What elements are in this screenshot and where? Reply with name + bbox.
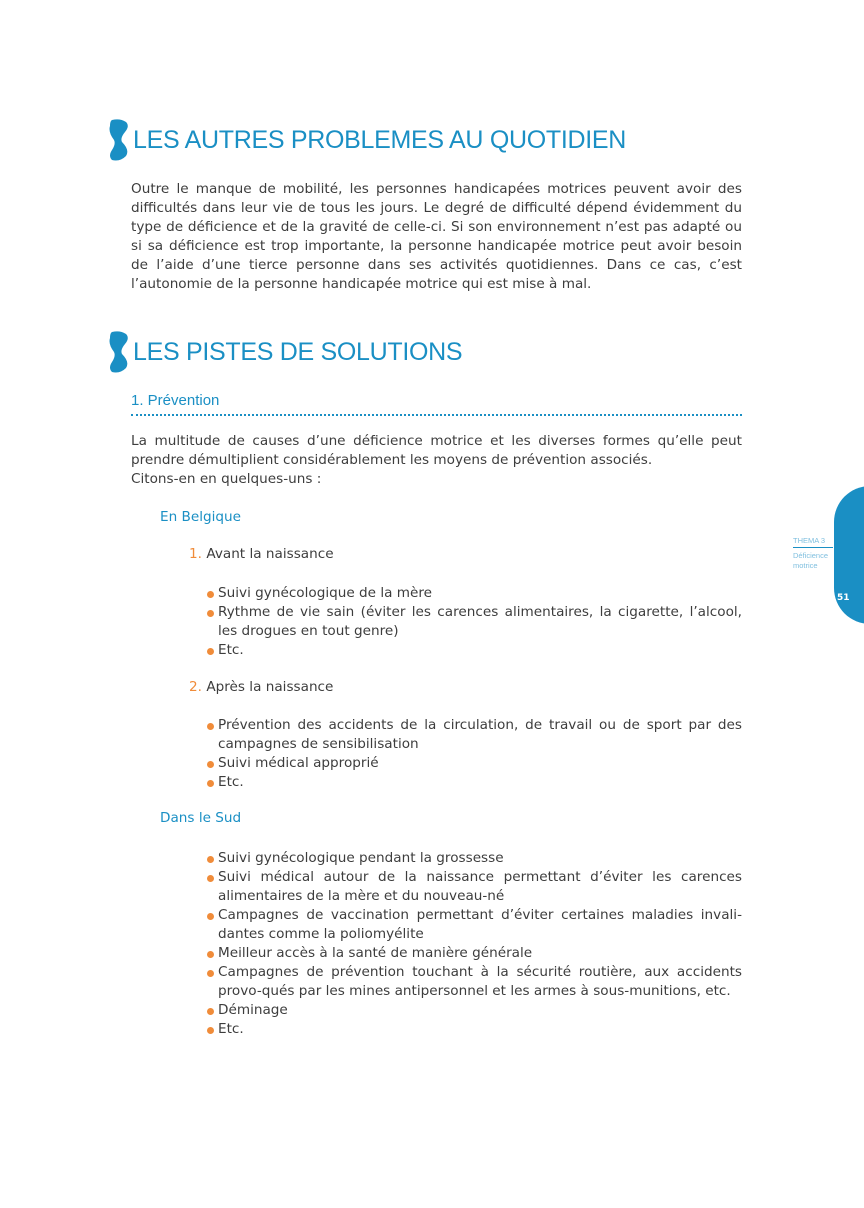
- problems-paragraph: Outre le manque de mobilité, les personnes handicapées motrices peuvent avoir des difficultés dans leur vie de tous les jours. Le degré de difficulté dépend évidemment du type de déficience et de la gravité de celle-ci. Si son environnement n’est pas adapté ou si sa déficience est trop importante, la personne handicapée motrice peut avoir besoin de l’aide d’une tierce personne dans ses activités quotidiennes. Dans ce cas, c’est l’autonomie de la personne handicapée motrice qui est mise à mal.: [131, 181, 742, 292]
- section-marker-icon: [108, 118, 130, 162]
- page-title-solutions: LES PISTES DE SOLUTIONS: [133, 337, 463, 366]
- sidebar-theme: THEMA 3: [793, 536, 826, 545]
- list-item: Prévention des accidents de la circulation, de travail ou de sport par des campagnes de sensibilisation: [206, 716, 742, 754]
- region-belgium: En Belgique: [160, 509, 242, 525]
- dotted-divider: [131, 414, 742, 416]
- prevention-intro-text: La multitude de causes d’une déficience motrice et les diverses formes qu’elle peut prendre démultiplient considérablement les moyens de prévention associés.: [131, 433, 742, 468]
- list-item: Suivi médical approprié: [206, 754, 742, 773]
- sidebar-divider: [793, 547, 833, 548]
- list-item: Suivi gynécologique de la mère: [206, 584, 742, 603]
- section-title-problems: [108, 118, 626, 162]
- list-item: Meilleur accès à la santé de manière générale: [206, 944, 742, 963]
- item-label: Après la naissance: [206, 679, 334, 695]
- list-before-birth: [206, 584, 742, 660]
- item-number: 2.: [189, 679, 202, 695]
- item-number: 1.: [189, 546, 202, 562]
- list-item: Rythme de vie sain (éviter les carences alimentaires, la cigarette, l’alcool, les drogues en tout genre): [206, 603, 742, 641]
- list-after-birth: [206, 716, 742, 792]
- region-south: Dans le Sud: [160, 810, 242, 826]
- prevention-intro-cite: Citons-en en quelques-uns :: [131, 471, 322, 487]
- list-item: Suivi gynécologique pendant la grossesse: [206, 849, 742, 868]
- sidebar-label: Déficience motrice: [793, 551, 829, 570]
- page-title-problems: LES AUTRES PROBLEMES AU QUOTIDIEN: [133, 125, 627, 154]
- list-item: Déminage: [206, 1001, 742, 1020]
- list-south: [206, 849, 742, 1039]
- section-title-solutions: [108, 330, 462, 374]
- list-item: Campagnes de prévention touchant à la sécurité routière, aux accidents provo-qués par les mines antipersonnel et les armes à sous-munitions, etc.: [206, 963, 742, 1001]
- section-marker-icon: [108, 330, 130, 374]
- page-number: 51: [837, 593, 850, 603]
- item-before-birth: [189, 546, 334, 562]
- prevention-intro: [131, 432, 742, 489]
- list-item: Etc.: [206, 773, 742, 792]
- list-item: Campagnes de vaccination permettant d’éviter certaines maladies invali-dantes comme la poliomyélite: [206, 906, 742, 944]
- list-item: Etc.: [206, 641, 742, 660]
- list-item: Suivi médical autour de la naissance permettant d’éviter les carences alimentaires de la mère et du nouveau-né: [206, 868, 742, 906]
- item-label: Avant la naissance: [206, 546, 334, 562]
- subtitle-prevention: 1. Prévention: [131, 392, 220, 409]
- list-item: Etc.: [206, 1020, 742, 1039]
- item-after-birth: [189, 679, 333, 695]
- page-tab: [834, 486, 864, 624]
